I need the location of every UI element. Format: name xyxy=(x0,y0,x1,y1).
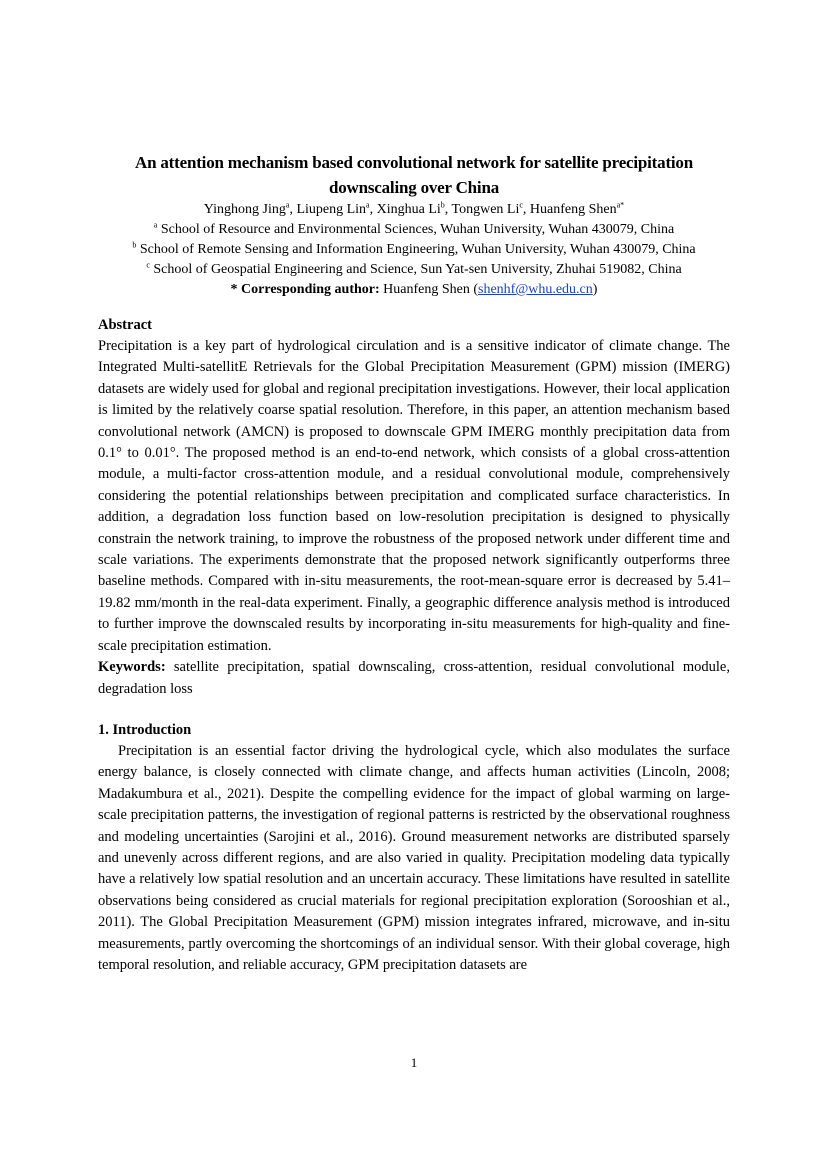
corresponding-label: * Corresponding author: xyxy=(230,282,380,297)
abstract-heading: Abstract xyxy=(98,317,152,333)
author-list xyxy=(98,200,730,220)
author: Huanfeng Shen$^{a*}$ xyxy=(529,200,625,217)
corresponding-name: Huanfeng Shen ( xyxy=(379,282,479,297)
affiliation: $^c$ School of Geospatial Engineering and Science, Sun Yat-sen University, Zhuhai 519082, China xyxy=(146,260,682,277)
author: Yinghong Jing$^a$, xyxy=(203,200,297,217)
title-line-1: An attention mechanism based convolutional network for satellite precipitation xyxy=(135,153,693,172)
author: Xinghua Li$^b$, xyxy=(376,200,452,217)
keywords-text: satellite precipitation, spatial downscaling, cross-attention, residual convolutional module, degradation loss xyxy=(98,659,730,697)
page-number: 1 xyxy=(410,1055,418,1070)
corresponding-author: * Corresponding author: Huanfeng Shen (shenhf@whu.edu.cn) xyxy=(230,282,598,297)
abstract-text: Precipitation is a key part of hydrological circulation and is a sensitive indicator of climate change. The Integrated Multi-satellitE Retrievals for the Global Precipitation Measurement (GPM) mission (IMERG) datasets are widely used for global and regional precipitation investigations. However, their local application is limited by the relatively coarse spatial resolution. Therefore, in this paper, an attention mechanism based convolutional network (AMCN) is proposed to downscale GPM IMERG monthly precipitation data from 0.1° to 0.01°. The proposed method is an end-to-end network, which consists of a global cross-attention module, a multi-factor cross-attention module, and a residual convolutional module, comprehensively considering the potential relationships between precipitation and complicated surface characteristics. In addition, a degradation loss function based on low-resolution precipitation is designed to physically constrain the network training, to improve the robustness of the proposed network under different time and scale variations. The experiments demonstrate that the proposed network significantly outperforms three baseline methods. Compared with in-situ measurements, the root-mean-square error is decreased by 5.41–19.82 mm/month in the real-data experiment. Finally, a geographic difference analysis method is introduced to further improve the downscaled results by incorporating in-situ measurements for high-quality and fine-scale precipitation estimation. xyxy=(98,338,730,654)
author: Liupeng Lin$^a$, xyxy=(296,200,377,217)
paper-title xyxy=(98,150,730,200)
title-line-2: downscaling over China xyxy=(328,178,500,197)
keywords-label: Keywords: xyxy=(98,659,166,676)
author: Tongwen Li$^c$, xyxy=(451,200,530,217)
introduction-text: Precipitation is an essential factor driving the hydrological cycle, which also modulates the surface energy balance, is closely connected with climate change, and affects human activities (Lincoln, 2008; Madakumbura et al., 2021). Despite the compelling evidence for the impact of global warming on large-scale precipitation patterns, the investigation of regional patterns is restricted by the observational roughness and modeling uncertainties (Sarojini et al., 2016). Ground measurement networks are distributed sparsely and unevenly across different regions, and are also varied in quality. Precipitation modeling data typically have a relatively low spatial resolution and an uncertain accuracy. These limitations have resulted in satellite observations being considered as crucial materials for regional precipitation exploration (Sorooshian et al., 2011). The Global Precipitation Measurement (GPM) mission integrates infrared, microwave, and in-situ measurements, partly overcoming the shortcomings of an individual sensor. With their global coverage, high temporal resolution, and reliable accuracy, GPM precipitation datasets are xyxy=(98,742,730,973)
keywords xyxy=(98,657,730,700)
introduction-heading: 1. Introduction xyxy=(98,721,192,738)
corresponding-email-link[interactable]: shenhf@whu.edu.cn xyxy=(478,282,593,297)
affiliation-list xyxy=(98,220,730,280)
affiliation: $^a$ School of Resource and Environmental Sciences, Wuhan University, Wuhan 430079, China xyxy=(153,220,675,237)
affiliation: $^b$ School of Remote Sensing and Information Engineering, Wuhan University, Wuhan 430079, China xyxy=(132,240,696,257)
